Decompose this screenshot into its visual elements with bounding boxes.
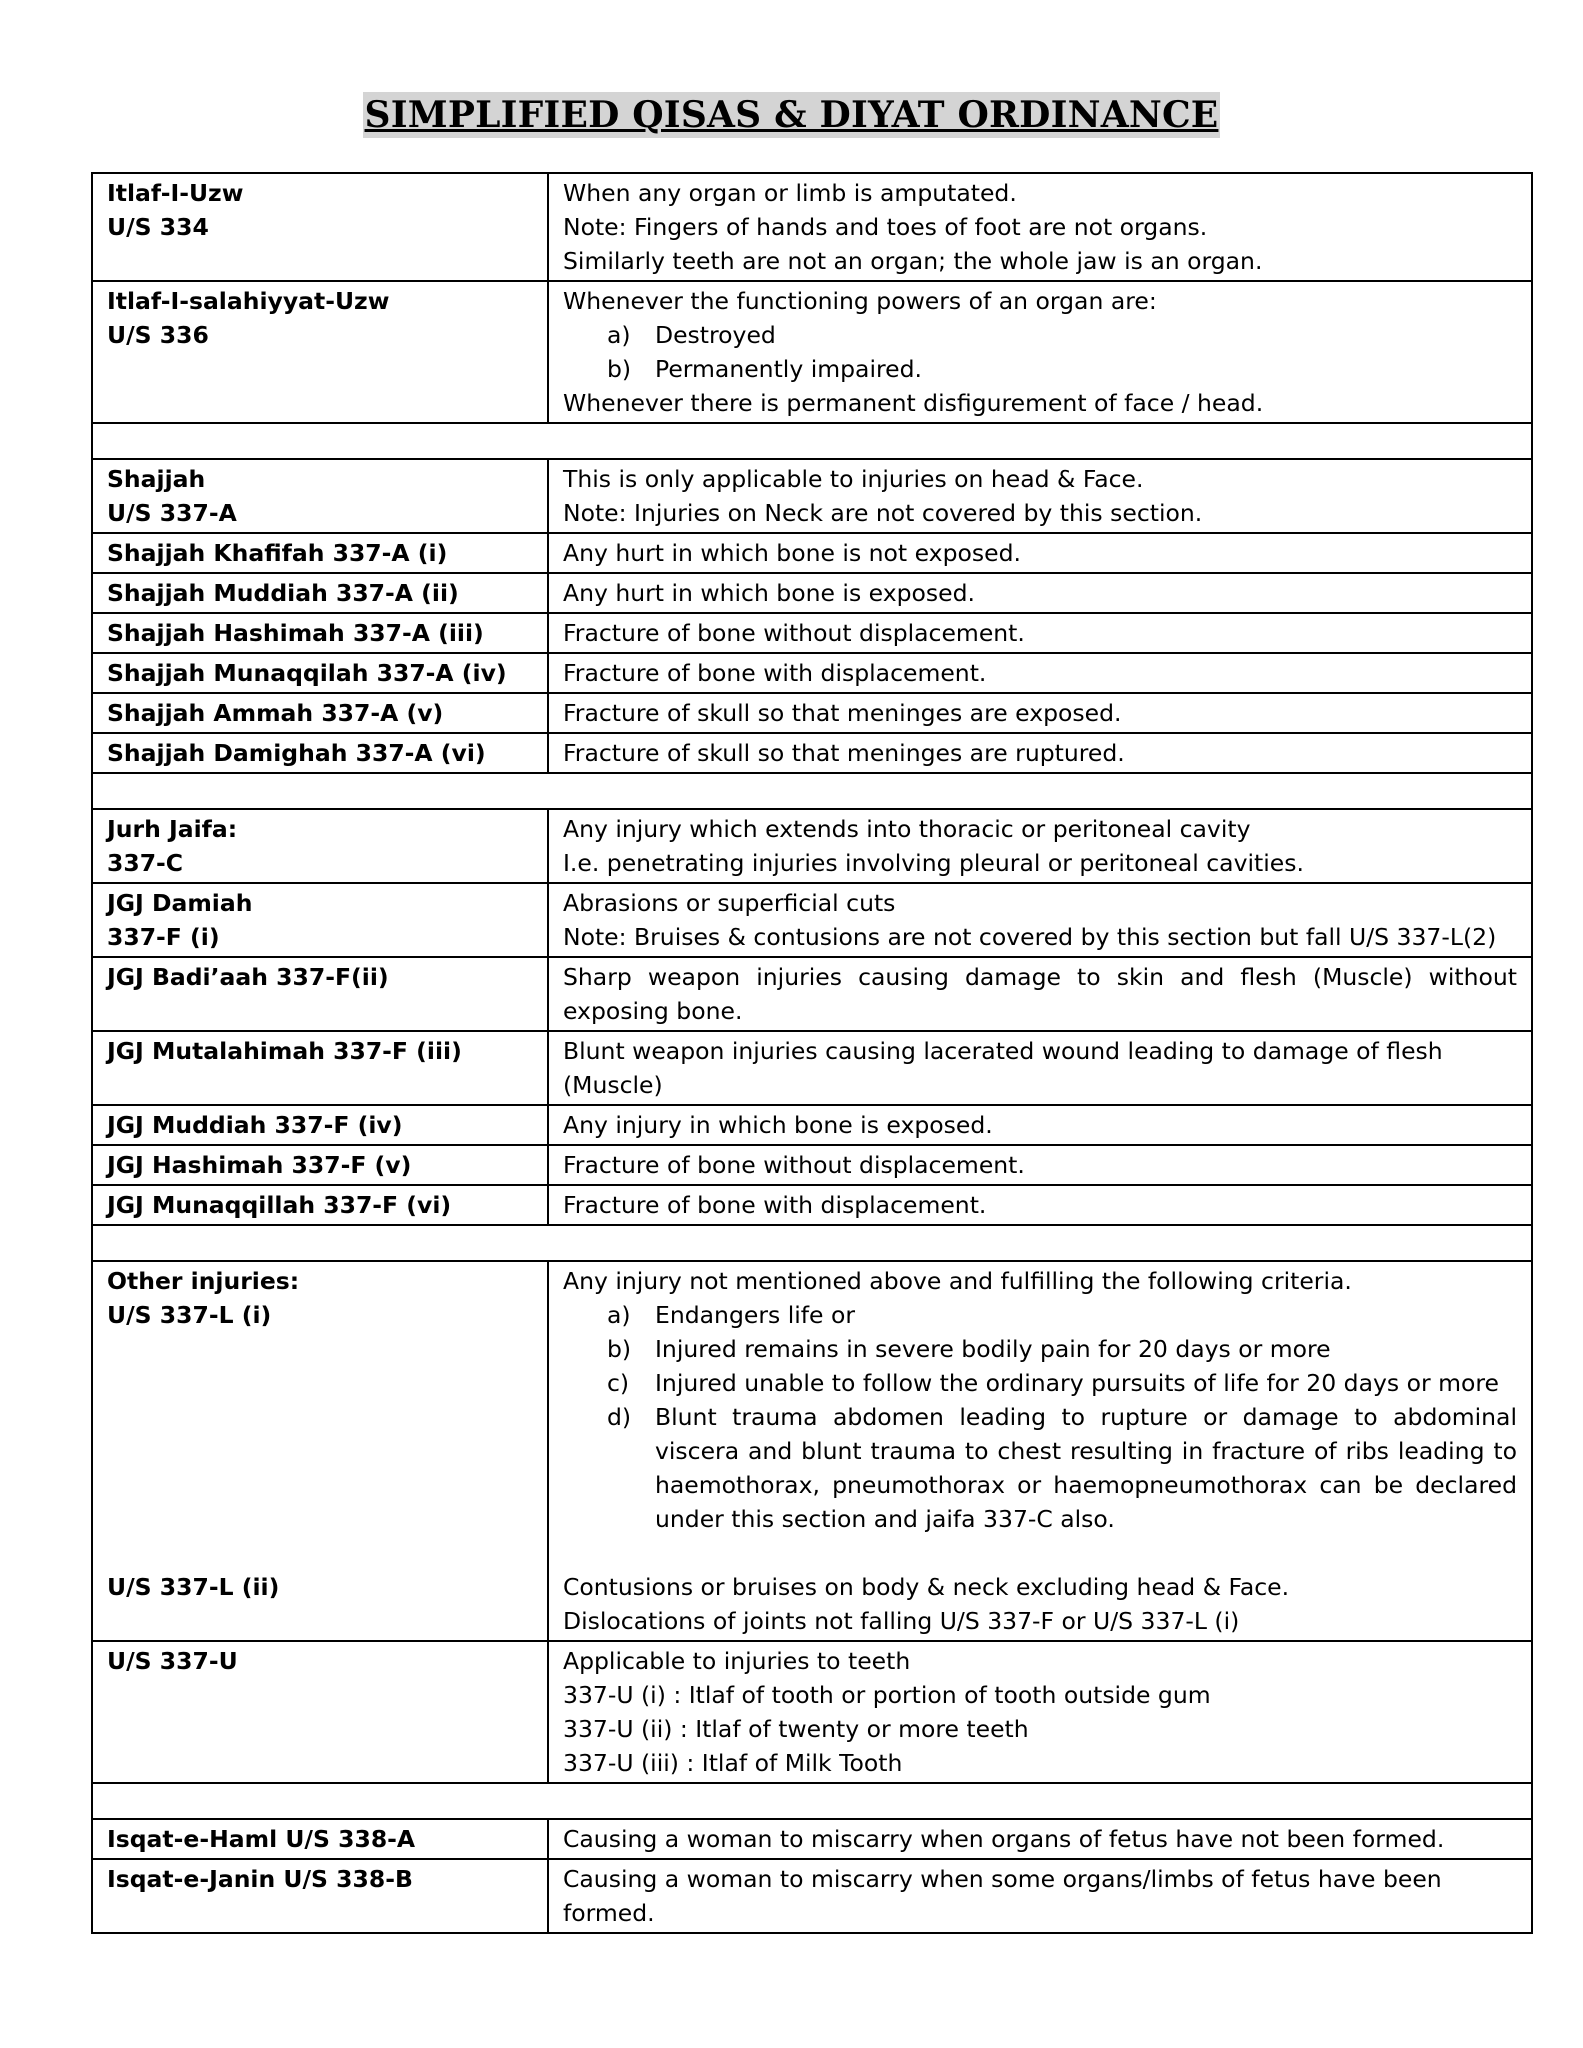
list-text: Permanently impaired. <box>655 355 922 383</box>
spacer-row <box>92 423 1532 459</box>
label-line: U/S 336 <box>107 321 209 349</box>
row-label: Shajjah Muddiah 337-A (ii) <box>92 573 548 613</box>
table-row <box>92 957 1532 1031</box>
list-text: Destroyed <box>655 321 776 349</box>
label-line: U/S 337-L (ii) <box>107 1573 280 1601</box>
desc-line: Note: Injuries on Neck are not covered by this section. <box>563 499 1203 527</box>
row-label: JGJ Badi’aah 337-F(ii) <box>92 957 548 1031</box>
list-marker: b) <box>607 355 632 383</box>
row-label: Shajjah Hashimah 337-A (iii) <box>92 613 548 653</box>
label-line: Itlaf-I-salahiyyat-Uzw <box>107 287 390 315</box>
row-label: Shajjah Munaqqilah 337-A (iv) <box>92 653 548 693</box>
desc-line: Applicable to injuries to teeth <box>563 1647 911 1675</box>
label-line: Shajjah <box>107 465 206 493</box>
list-item <box>563 1298 1517 1332</box>
list-item <box>563 1366 1517 1400</box>
spacer-row <box>92 773 1532 809</box>
table-row <box>92 1641 1532 1783</box>
row-description: Causing a woman to miscarry when some organs/limbs of fetus have been formed. <box>548 1859 1532 1933</box>
desc-line: Any injury which extends into thoracic or peritoneal cavity <box>563 815 1251 843</box>
label-line: Other injuries: <box>107 1267 300 1295</box>
spacer <box>563 1536 1517 1570</box>
label-line: JGJ Damiah <box>107 889 253 917</box>
row-label: Isqat-e-Janin U/S 338-B <box>92 1859 548 1933</box>
row-label: Shajjah Ammah 337-A (v) <box>92 693 548 733</box>
desc-line: 337-U (i) : Itlaf of tooth or portion of tooth outside gum <box>563 1681 1211 1709</box>
label-line: 337-C <box>107 849 184 877</box>
table-row <box>92 281 1532 423</box>
table-row <box>92 1185 1532 1225</box>
table-row <box>92 613 1532 653</box>
spacer-row <box>92 1225 1532 1261</box>
desc-line: Note: Bruises & contusions are not covered by this section but fall U/S 337-L(2) <box>563 923 1497 951</box>
spacer <box>107 1536 533 1570</box>
desc-line: Whenever the functioning powers of an organ are: <box>563 287 1157 315</box>
list-text: Injured remains in severe bodily pain for 20 days or more <box>655 1335 1331 1363</box>
spacer-cell <box>92 1783 1532 1819</box>
row-label <box>92 459 548 533</box>
row-description <box>548 1641 1532 1783</box>
row-description <box>548 459 1532 533</box>
table-row <box>92 1105 1532 1145</box>
spacer-cell <box>92 1225 1532 1261</box>
spacer <box>107 1502 533 1536</box>
row-label: JGJ Hashimah 337-F (v) <box>92 1145 548 1185</box>
row-label: U/S 337-U <box>92 1641 548 1783</box>
list-marker: d) <box>607 1403 632 1431</box>
row-label <box>92 809 548 883</box>
desc-line: Dislocations of joints not falling U/S 337-F or U/S 337-L (i) <box>563 1607 1240 1635</box>
spacer <box>107 1434 533 1468</box>
desc-line: I.e. penetrating injuries involving pleural or peritoneal cavities. <box>563 849 1304 877</box>
list-text: Blunt trauma abdomen leading to rupture or damage to abdominal viscera and blunt trauma to chest resulting in fracture of ribs leading to haemothorax, pneumothorax or haemopneumothorax can be declared under this section and jaifa 337-C also. <box>655 1403 1517 1533</box>
table-row <box>92 653 1532 693</box>
row-description <box>548 173 1532 281</box>
list-marker: b) <box>607 1335 632 1363</box>
row-description: Fracture of bone with displacement. <box>548 653 1532 693</box>
row-description: Fracture of bone without displacement. <box>548 613 1532 653</box>
row-label: JGJ Munaqqillah 337-F (vi) <box>92 1185 548 1225</box>
list-item <box>563 1400 1517 1536</box>
table-row <box>92 1261 1532 1641</box>
desc-line: Abrasions or superficial cuts <box>563 889 896 917</box>
table-row <box>92 533 1532 573</box>
row-description <box>548 1261 1532 1641</box>
desc-line: Similarly teeth are not an organ; the whole jaw is an organ. <box>563 247 1263 275</box>
label-line: Jurh Jaifa: <box>107 815 238 843</box>
list-item <box>563 318 1517 352</box>
row-description: Fracture of skull so that meninges are ruptured. <box>548 733 1532 773</box>
table-row <box>92 809 1532 883</box>
table-row <box>92 1031 1532 1105</box>
table-row <box>92 1145 1532 1185</box>
row-description <box>548 281 1532 423</box>
list-item <box>563 352 1517 386</box>
label-line: U/S 337-L (i) <box>107 1301 272 1329</box>
spacer <box>107 1468 533 1502</box>
row-label: JGJ Muddiah 337-F (iv) <box>92 1105 548 1145</box>
page-title: SIMPLIFIED QISAS & DIYAT ORDINANCE <box>364 94 1219 136</box>
spacer-row <box>92 1783 1532 1819</box>
list-text: Endangers life or <box>655 1301 856 1329</box>
row-label: Shajjah Khafifah 337-A (i) <box>92 533 548 573</box>
list-marker: a) <box>607 1301 631 1329</box>
row-description: Sharp weapon injuries causing damage to skin and flesh (Muscle) without exposing bone. <box>548 957 1532 1031</box>
spacer-cell <box>92 423 1532 459</box>
desc-line: 337-U (iii) : Itlaf of Milk Tooth <box>563 1749 903 1777</box>
row-description: Any injury in which bone is exposed. <box>548 1105 1532 1145</box>
title-wrap <box>0 92 1583 138</box>
row-description: Fracture of bone without displacement. <box>548 1145 1532 1185</box>
row-description: Fracture of skull so that meninges are exposed. <box>548 693 1532 733</box>
table-row <box>92 173 1532 281</box>
row-description: Any hurt in which bone is exposed. <box>548 573 1532 613</box>
table-row <box>92 1819 1532 1859</box>
desc-line: Note: Fingers of hands and toes of foot are not organs. <box>563 213 1208 241</box>
list-marker: c) <box>607 1369 630 1397</box>
desc-line: Contusions or bruises on body & neck excluding head & Face. <box>563 1573 1290 1601</box>
row-label <box>92 173 548 281</box>
row-description: Causing a woman to miscarry when organs of fetus have not been formed. <box>548 1819 1532 1859</box>
list-text: Injured unable to follow the ordinary pursuits of life for 20 days or more <box>655 1369 1500 1397</box>
ordinance-table <box>91 172 1533 1934</box>
desc-line: 337-U (ii) : Itlaf of twenty or more teeth <box>563 1715 1029 1743</box>
desc-line: Any injury not mentioned above and fulfilling the following criteria. <box>563 1267 1352 1295</box>
table-row <box>92 693 1532 733</box>
label-line: Itlaf-I-Uzw <box>107 179 244 207</box>
list-marker: a) <box>607 321 631 349</box>
spacer <box>107 1400 533 1434</box>
row-description: Fracture of bone with displacement. <box>548 1185 1532 1225</box>
label-line: U/S 337-A <box>107 499 237 527</box>
desc-line: This is only applicable to injuries on head & Face. <box>563 465 1144 493</box>
spacer <box>107 1366 533 1400</box>
row-label: Isqat-e-Haml U/S 338-A <box>92 1819 548 1859</box>
table-row <box>92 459 1532 533</box>
desc-line: Whenever there is permanent disfigurement of face / head. <box>563 389 1264 417</box>
row-label: Shajjah Damighah 337-A (vi) <box>92 733 548 773</box>
table-row <box>92 573 1532 613</box>
row-label <box>92 1261 548 1641</box>
spacer-cell <box>92 773 1532 809</box>
row-description: Any hurt in which bone is not exposed. <box>548 533 1532 573</box>
row-label <box>92 883 548 957</box>
label-line: U/S 334 <box>107 213 209 241</box>
table-row <box>92 1859 1532 1933</box>
table-row <box>92 733 1532 773</box>
row-description <box>548 809 1532 883</box>
row-label <box>92 281 548 423</box>
spacer <box>107 1332 533 1366</box>
row-description: Blunt weapon injuries causing lacerated wound leading to damage of flesh (Muscle) <box>548 1031 1532 1105</box>
label-line: 337-F (i) <box>107 923 220 951</box>
table-row <box>92 883 1532 957</box>
desc-line: When any organ or limb is amputated. <box>563 179 1017 207</box>
row-description <box>548 883 1532 957</box>
list-item <box>563 1332 1517 1366</box>
row-label: JGJ Mutalahimah 337-F (iii) <box>92 1031 548 1105</box>
